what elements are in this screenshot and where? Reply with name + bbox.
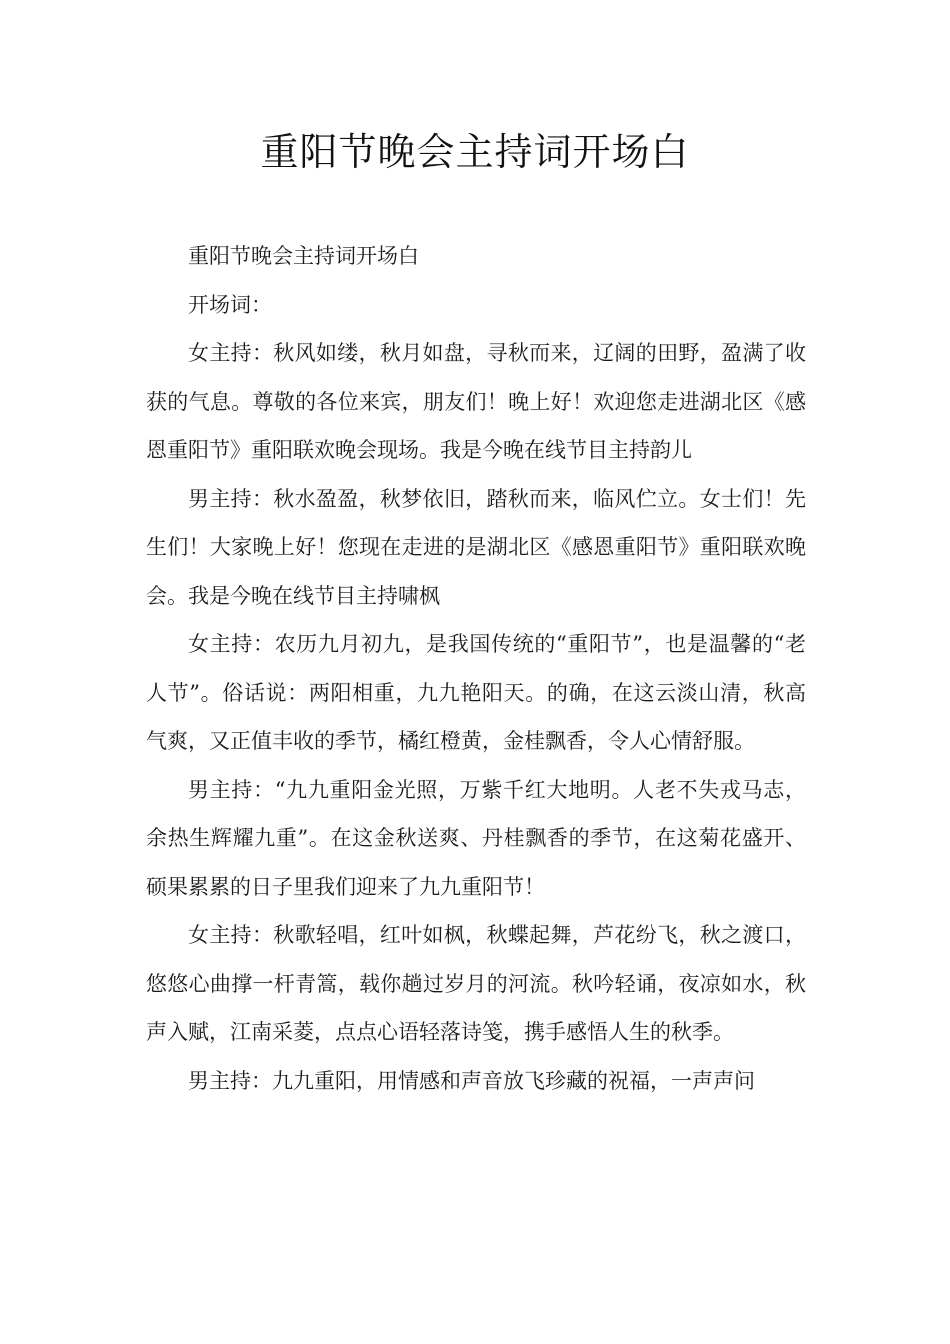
paragraph-female-host-2: 女主持：农历九月初九，是我国传统的“重阳节”，也是温馨的“老人节”。俗话说：两阳相重，九九艳阳天。的确，在这云淡山清，秋高气爽，又正值丰收的季节，橘红橙黄，金桂飘香，令人心情舒服。 bbox=[146, 632, 806, 753]
paragraph-subtitle: 重阳节晚会主持词开场白 bbox=[188, 244, 419, 268]
paragraph-male-host-3: 男主持：九九重阳，用情感和声音放飞珍藏的祝福，一声声问 bbox=[188, 1068, 755, 1093]
paragraph-female-host-3: 女主持：秋歌轻唱，红叶如枫，秋蝶起舞，芦花纷飞，秋之渡口，悠悠心曲撑一杆青篙，载你趟过岁月的河流。秋吟轻诵，夜凉如水，秋声入赋，江南采菱，点点心语轻落诗笺，携手感悟人生的秋季。 bbox=[146, 923, 806, 1044]
paragraph-opening-label: 开场词： bbox=[188, 292, 272, 317]
document-body bbox=[146, 232, 806, 1105]
paragraph-male-host-1: 男主持：秋水盈盈，秋梦依旧，踏秋而来，临风伫立。女士们！先生们！大家晚上好！您现在走进的是湖北区《感恩重阳节》重阳联欢晚会。我是今晚在线节目主持啸枫 bbox=[146, 486, 806, 608]
paragraph-male-host-2: 男主持：“九九重阳金光照，万紫千红大地明。人老不失戎马志，余热生辉耀九重”。在这金秋送爽、丹桂飘香的季节，在这菊花盛开、硕果累累的日子里我们迎来了九九重阳节！ bbox=[146, 777, 806, 899]
document-title: 重阳节晚会主持词开场白 bbox=[260, 130, 690, 174]
paragraph-female-host-1: 女主持：秋风如缕，秋月如盘，寻秋而来，辽阔的田野，盈满了收获的气息。尊敬的各位来宾，朋友们！晚上好！欢迎您走进湖北区《感恩重阳节》重阳联欢晚会现场。我是今晚在线节目主持韵儿 bbox=[146, 341, 806, 462]
